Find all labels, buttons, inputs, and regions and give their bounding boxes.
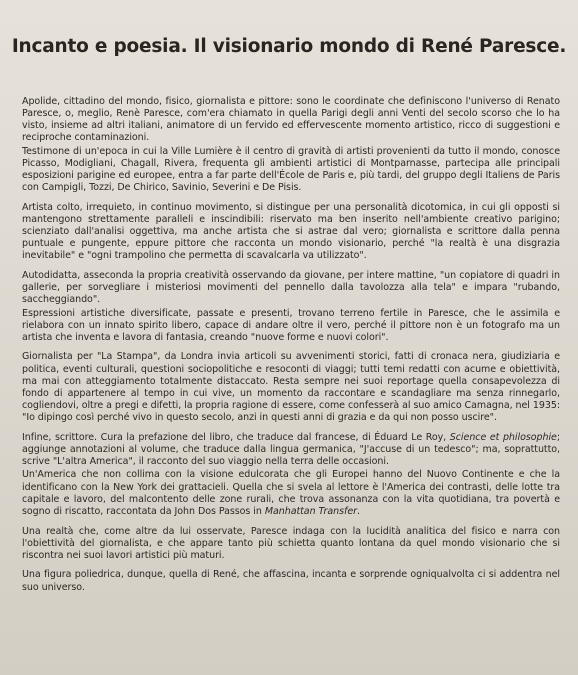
paragraph — [22, 308, 560, 344]
paragraph-text: Una realtà che, come altre da lui osservate, Paresce indaga con la lucidità analitica del fisico e narra con l'obiettività del giornalista, e che appare tanto più schietta quanto lontana da quel mondo visionario che si riscontra nei suoi lavori artistici più maturi. — [22, 525, 560, 561]
paragraph-text: Autodidatta, asseconda la propria creatività osservando da giovane, per intere mattine, "un copiatore di quadri in gallerie, per sorvegliare i misteriosi movimenti del pennello dalla tavolozza alla tela" e impara "rubando, saccheggiando". — [22, 270, 560, 306]
paragraph — [22, 351, 560, 424]
book-title-italic: Manhattan Transfer — [264, 505, 357, 517]
paragraph-text: Artista colto, irrequieto, in continuo movimento, si distingue per una personalità dicotomica, in cui gli opposti si mantengono strettamente paralleli e inscindibili: riservato ma ben inserito nell'ambiente creativo parigino; scienziato dall'analisi oggettiva, ma anche artista che si astrae dal vero; giornalista e scrittore dalla penna puntuale e pungente, eppure pittore che racconta un mondo visionario, perché "la realtà è una disgrazia inevitabile" e "ogni trampolino che permetta di scavalcarla va utilizzato". — [22, 201, 560, 262]
paragraph — [22, 469, 560, 518]
paragraph-text: Giornalista per "La Stampa", da Londra invia articoli su avvenimenti storici, fatti di cronaca nera, giudiziaria e politica, eventi culturali, questioni sociopolitiche e resoconti di viaggi; tutti temi redatti con acume e obiettività, ma mai con atteggiamento totalmente distaccato. Resta sempre nei suoi reportage quella consapevolezza di fondo di appartenere al tempo in cui vive, un momento da raccontare e scandagliare ma senza rinnegarlo, cogliendovi, oltre a pregi e difetti, la propria ragione di essere, come confesserà al suo amico Camagna, nel 1935: "Io dipingo così perché vivo in questo secolo, anzi in questi anni di grazia e da qui non posso uscire". — [22, 351, 560, 424]
paragraph-text: Infine, scrittore. Cura la prefazione del libro, che traduce dal francese, di Éduard Le Roy, — [22, 431, 450, 443]
paragraph — [22, 569, 560, 593]
paragraph — [22, 202, 560, 263]
paragraph — [22, 96, 560, 145]
paragraph-text: . — [356, 505, 360, 517]
panel-title: Incanto e poesia. Il visionario mondo di René Paresce. — [11, 36, 567, 57]
paragraph-text: Espressioni artistiche diversificate, passate e presenti, trovano terreno fertile in Paresce, che le assimila e rielabora con un innato spirito libero, capace di andare oltre il vero, perché il pittore non è un fotografo ma un artista che inventa e lavora di fantasia, creando "nuove forme e nuovi colori". — [22, 307, 560, 343]
paragraph-text: Un'America che non collima con la visione edulcorata che gli Europei hanno del Nuovo Continente e che la identificano con la New York dei grattacieli. Quella che si svela al lettore è l'America dei contrasti, delle lotte tra capitale e lavoro, del malcontento delle zone rurali, che trova assonanza con la vita quotidiana, tra povertà e sogno di riscatto, raccontata da John Dos Passos in — [22, 469, 560, 517]
paragraph-text: Testimone di un'epoca in cui la Ville Lumière è il centro di gravità di artisti provenienti da tutto il mondo, conosce Picasso, Modigliani, Chagall, Rivera, frequenta gli ambienti artistici di Montparnasse, partecipa alle principali esposizioni parigine ed europee, entra a far parte dell'École de Paris e, più tardi, del gruppo degli Italiens de Paris con Campigli, Tozzi, De Chirico, Savinio, Severini e De Pisis. — [22, 145, 560, 194]
book-title-italic: Science et philosophie — [449, 431, 557, 443]
paragraph — [22, 432, 560, 468]
paragraph-text: Una figura poliedrica, dunque, quella di René, che affascina, incanta e sorprende ogniqualvolta ci si addentra nel suo universo. — [22, 569, 560, 593]
panel-body-text — [22, 96, 560, 601]
paragraph-text: Apolide, cittadino del mondo, fisico, giornalista e pittore: sono le coordinate che definiscono l'universo di Renato Paresce, o, meglio, Renè Paresce, com'era chiamato in quella Parigi degli anni Venti del secolo scorso che lo ha visto, insieme ad altri italiani, animatore di un fervido ed effervescente momento artistico, ricco di suggestioni e reciproche contaminazioni. — [22, 96, 560, 144]
paragraph — [22, 270, 560, 306]
paragraph — [22, 526, 560, 562]
paragraph-text: ; aggiunge annotazioni al volume, che traduce dalla lingua germanica, "J'accuse di un tedesco"; ma, soprattutto, scrive "L'altra America", il racconto del suo viaggio nella terra delle occasioni. — [22, 431, 560, 468]
paragraph — [22, 146, 560, 195]
